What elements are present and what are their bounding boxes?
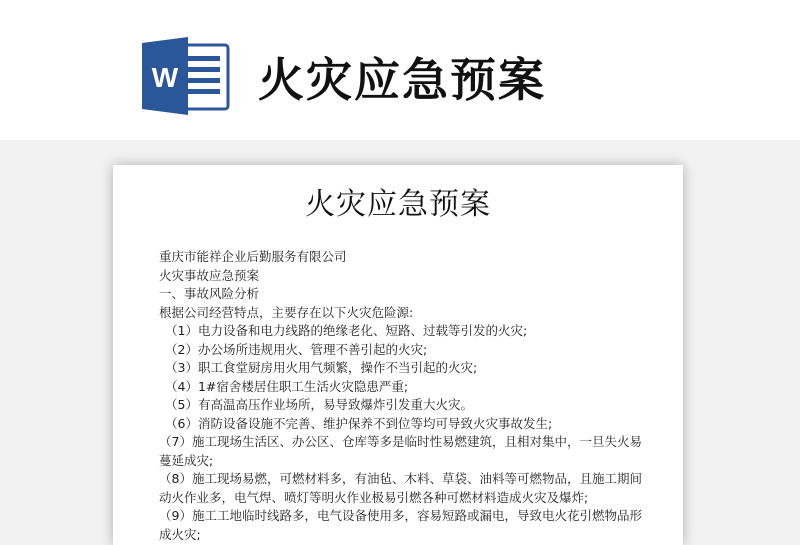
doc-line: 重庆市能祥企业后勤服务有限公司 <box>159 249 347 264</box>
doc-line: 一、事故风险分析 <box>159 286 260 301</box>
doc-line: （8）施工现场易燃，可燃材料多，有油毡、木料、草袋、油料等可燃物品，且施工期间动火作业多，电气焊、喷灯等明火作业极易引燃各种可燃材料造成火灾及爆炸; <box>159 471 642 505</box>
document-page <box>113 165 683 545</box>
document-body <box>159 248 651 544</box>
doc-line: （5）有高温高压作业场所，易导致爆炸引发重大火灾。 <box>165 397 473 412</box>
doc-line: 火灾事故应急预案 <box>159 267 260 283</box>
doc-line: （4）1#宿舍楼居住职工生活火灾隐患严重; <box>165 378 409 394</box>
page-title: 火灾应急预案 <box>258 53 546 107</box>
doc-line: （9）施工工地临时线路多，电气设备使用多，容易短路或漏电，导致电火花引燃物品形成火灾; <box>159 508 642 542</box>
doc-line: （6）消防设备设施不完善、维护保养不到位等均可导致火灾事故发生; <box>165 415 553 431</box>
word-icon <box>140 37 232 115</box>
doc-line: （2）办公场所违规用火、管理不善引起的火灾; <box>165 341 428 357</box>
doc-line: （1）电力设备和电力线路的绝缘老化、短路、过载等引发的火灾; <box>165 323 528 338</box>
header-banner <box>0 0 800 140</box>
doc-line: （3）职工食堂厨房用火用气频繁，操作不当引起的火灾; <box>165 360 478 375</box>
word-icon-letter: W <box>151 62 179 93</box>
doc-line: 根据公司经营特点，主要存在以下火灾危险源: <box>159 304 414 320</box>
doc-line: （7）施工现场生活区、办公区、仓库等多是临时性易燃建筑，且相对集中，一旦失火易蔓延成灾; <box>159 434 642 468</box>
document-title: 火灾应急预案 <box>305 187 491 222</box>
